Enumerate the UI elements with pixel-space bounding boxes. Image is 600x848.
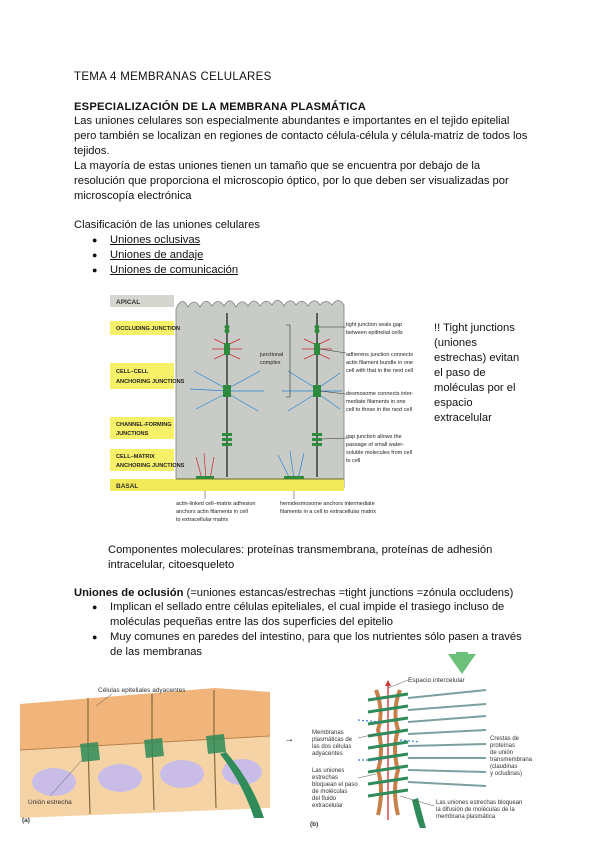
bullet-icon: ● — [92, 250, 98, 260]
cell-junctions-diagram — [110, 293, 430, 528]
gap-junction — [222, 433, 232, 446]
intro-line: pero también se localizan en regiones de contacto célula-célula y célula-matriz de todos los — [74, 130, 528, 142]
side-note-line: moléculas por el — [434, 382, 516, 394]
classification-heading: Clasificación de las uniones celulares — [74, 219, 260, 231]
intro-line: microscopía electrónica — [74, 190, 192, 202]
space-label: Espacio intercelular — [408, 677, 465, 684]
bullet-icon: ● — [92, 602, 98, 612]
classification-item[interactable]: Uniones oclusivas — [110, 234, 201, 246]
arrow-icon: → — [284, 734, 294, 745]
intro-line: Las uniones celulares son especialmente abundantes e importantes en el tejido epitelial — [74, 115, 510, 127]
tight-junction-desc: tight junction seals gap between epithelial cells — [346, 322, 403, 336]
occluding-junction-label: OCCLUDING JUNCTION — [116, 326, 181, 332]
block-label: Las uniones estrechas bloquean el paso de moléculas del fluido extracelular — [312, 768, 358, 809]
adherens-junction-desc: adherens junction connects actin filament bundle in one cell with that in the next cell — [346, 352, 413, 374]
membranes-label: Membranas plasmáticas de las dos células adyacentes — [312, 730, 353, 757]
document-title: TEMA 4 MEMBRANAS CELULARES — [74, 71, 272, 83]
epithelial-cells-diagram — [20, 678, 272, 828]
side-note-line: extracelular — [434, 412, 492, 424]
cell-matrix-anchoring-label: CELL–MATRIX ANCHORING JUNCTIONS — [116, 454, 185, 469]
bullet-icon: ● — [92, 265, 98, 275]
occlusion-bullet-line: moléculas pequeñas entre las dos superficies del epitelio — [110, 616, 393, 628]
occlusion-heading-rest: (=uniones estancas/estrechas =tight junctions =zónula occludens) — [183, 587, 514, 599]
cells-label: Células epiteliales adyacentes — [98, 687, 186, 694]
caption-line: Componentes moleculares: proteínas transmembrana, proteínas de adhesión — [108, 544, 493, 556]
classification-item[interactable]: Uniones de andaje — [110, 249, 204, 261]
apical-label: APICAL — [116, 299, 141, 306]
gap-junction-desc: gap junction allows the passage of small water-soluble molecules from cell to cell — [346, 434, 413, 464]
side-note-line: !! Tight junctions — [434, 322, 515, 334]
classification-item[interactable]: Uniones de comunicación — [110, 264, 239, 276]
hemidesmosome-desc: hemidesmosome anchors intermediate filaments in a cell to extracellular matrix — [280, 501, 376, 515]
occlusion-bullet-line: Implican el sellado entre células epiteliales, el cual impide el trasiego incluso de — [110, 601, 505, 613]
side-note-line: (uniones — [434, 337, 477, 349]
side-note-line: estrechas) evitan — [434, 352, 520, 364]
bullet-icon: ● — [92, 632, 98, 642]
cell-cell-anchoring-label: CELL–CELL ANCHORING JUNCTIONS — [116, 369, 185, 385]
bullet-icon: ● — [92, 235, 98, 245]
occlusion-bullet-line: de las membranas — [110, 646, 203, 658]
section-heading: ESPECIALIZACIÓN DE LA MEMBRANA PLASMÁTICA — [74, 101, 367, 113]
occlusion-heading — [74, 586, 513, 601]
basal-label: BASAL — [116, 483, 139, 490]
side-note-line: el paso de — [434, 367, 486, 379]
occlusion-bullet-line: Muy comunes en paredes del intestino, para que los nutrientes sólo pasen a través — [110, 631, 522, 643]
channel-forming-label: CHANNEL-FORMING JUNCTIONS — [116, 422, 172, 437]
occlusion-heading-bold: Uniones de oclusión — [74, 587, 184, 599]
tight-junction-detail-diagram — [300, 650, 560, 830]
intro-line: La mayoría de estas uniones tienen un tamaño que se encuentra por debajo de la — [74, 160, 481, 172]
diffusion-label: Las uniones estrechas bloquean la difusión de moléculas de la membrana plasmática — [436, 800, 523, 820]
desmosome-desc: desmosome connects inter-mediate filaments in one cell to those in the next cell — [346, 391, 414, 413]
side-note-line: espacio — [434, 397, 473, 409]
panel-a-label: (a) — [22, 817, 30, 824]
junction-label: Unión estrecha — [28, 799, 72, 806]
intro-line: resolución que proporciona el microscopio óptico, por lo que deben ser visualizadas por — [74, 175, 509, 187]
intro-line: tejidos. — [74, 145, 110, 157]
junctional-complex-label: junctional complex — [260, 352, 284, 366]
panel-b-label: (b) — [310, 821, 319, 828]
ridges-label: Crestas de proteínas de unión transmembrana (claudinas y ocludinas) — [490, 736, 533, 777]
caption-line: intracelular, citoesqueleto — [108, 559, 235, 571]
actin-adhesion-desc: actin-linked cell–matrix adhesion anchors actin filaments in cell to extracellular matrix — [176, 501, 256, 523]
